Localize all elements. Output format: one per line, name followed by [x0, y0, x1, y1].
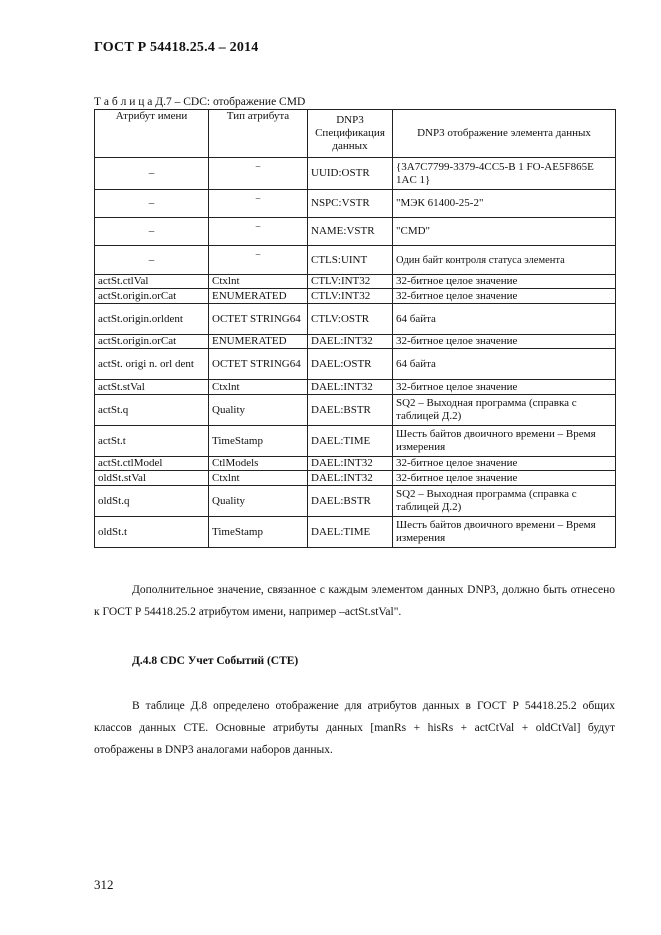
cell-dnp3-spec: DAEL:INT32	[308, 380, 393, 395]
dash-mark: –	[255, 221, 261, 231]
cell-dnp3-mapping: {3A7C7799-3379-4CC5-B 1 FO-AE5F865E 1AC 1}	[393, 158, 616, 190]
cell-attr-type: ENUMERATED	[209, 289, 308, 304]
cell-dnp3-mapping: 32-битное целое значение	[393, 457, 616, 471]
page-number: 312	[94, 877, 114, 892]
cell-dnp3-mapping: 32-битное целое значение	[393, 471, 616, 486]
cmd-mapping-table	[94, 109, 616, 548]
cell-attr-name: oldSt.stVal	[95, 471, 209, 486]
table-row	[95, 289, 616, 304]
cell-attr-type: OCTET STRING64	[209, 349, 308, 380]
cell-attr-name: actSt.origin.orldent	[95, 304, 209, 335]
section-title: Д.4.8 CDC Учет Событий (CTE)	[132, 655, 299, 667]
cell-attr-type: TimeStamp	[209, 517, 308, 548]
paragraph-text: Дополнительное значение, связанное с каждым элементом данных DNP3, должно быть отнесено к ГОСТ Р 54418.25.2 атрибутом имени, например –actSt.stVal".	[94, 584, 615, 618]
cell-attr-name: actSt.t	[95, 426, 209, 457]
cell-attr-type: TimeStamp	[209, 426, 308, 457]
table-caption: Т а б л и ц а Д.7 – CDC: отображение CMD	[94, 96, 306, 108]
paragraph-table-d8	[94, 695, 615, 761]
table-row	[95, 218, 616, 246]
cell-attr-name: –	[95, 190, 209, 218]
table-row	[95, 304, 616, 335]
paragraph-text: В таблице Д.8 определено отображение для атрибутов данных в ГОСТ Р 54418.25.2 общих классов данных CTE. Основные атрибуты данных [manRs + hisRs + actCtVal + oldCtVal] будут отображены в DNP3 аналогами наборов данных.	[94, 700, 615, 756]
cell-dnp3-spec: CTLV:INT32	[308, 275, 393, 289]
cell-attr-type	[209, 246, 308, 275]
cell-dnp3-mapping: 64 байта	[393, 349, 616, 380]
cell-attr-name: actSt.ctlModel	[95, 457, 209, 471]
cell-attr-name: oldSt.t	[95, 517, 209, 548]
table-row	[95, 246, 616, 275]
cell-dnp3-spec: DAEL:OSTR	[308, 349, 393, 380]
cell-dnp3-mapping: 32-битное целое значение	[393, 380, 616, 395]
cell-dnp3-mapping: Шесть байтов двоичного времени – Время измерения	[393, 426, 616, 457]
cell-dnp3-mapping: 32-битное целое значение	[393, 289, 616, 304]
cell-attr-name: –	[95, 246, 209, 275]
table-row	[95, 190, 616, 218]
table-row	[95, 158, 616, 190]
cell-dnp3-spec: DAEL:TIME	[308, 517, 393, 548]
column-header-dnp3-spec: DNP3 Спецификация данных	[308, 110, 393, 158]
table-row	[95, 335, 616, 349]
cell-attr-name: oldSt.q	[95, 486, 209, 517]
cell-dnp3-spec: DAEL:INT32	[308, 335, 393, 349]
table-row	[95, 486, 616, 517]
table-row	[95, 349, 616, 380]
cell-dnp3-spec: DAEL:BSTR	[308, 395, 393, 426]
cell-dnp3-mapping: Один байт контроля статуса элемента	[393, 246, 616, 275]
cell-attr-type: Quality	[209, 486, 308, 517]
cell-attr-type	[209, 190, 308, 218]
column-header-attr-type: Тип атрибута	[209, 110, 308, 158]
document-header: ГОСТ Р 54418.25.4 – 2014	[94, 40, 259, 55]
table-row	[95, 275, 616, 289]
cell-attr-name: actSt.stVal	[95, 380, 209, 395]
cell-dnp3-mapping: "МЭК 61400-25-2"	[393, 190, 616, 218]
cell-attr-name: actSt.origin.orCat	[95, 289, 209, 304]
cell-dnp3-spec: NAME:VSTR	[308, 218, 393, 246]
dash-mark: –	[255, 249, 261, 259]
dash-mark: –	[255, 161, 261, 171]
table-row	[95, 471, 616, 486]
cell-dnp3-spec: NSPC:VSTR	[308, 190, 393, 218]
cell-dnp3-mapping: 32-битное целое значение	[393, 335, 616, 349]
dash-mark: –	[255, 193, 261, 203]
cell-dnp3-spec: DAEL:INT32	[308, 471, 393, 486]
cell-attr-type	[209, 158, 308, 190]
cell-dnp3-mapping: 64 байта	[393, 304, 616, 335]
table-row	[95, 517, 616, 548]
cell-dnp3-spec: CTLS:UINT	[308, 246, 393, 275]
cell-attr-name: actSt. origi n. orl dent	[95, 349, 209, 380]
cell-dnp3-mapping: 32-битное целое значение	[393, 275, 616, 289]
cell-attr-name: –	[95, 158, 209, 190]
cell-attr-type: OCTET STRING64	[209, 304, 308, 335]
table-row	[95, 426, 616, 457]
cell-dnp3-spec: CTLV:OSTR	[308, 304, 393, 335]
cell-dnp3-mapping: "CMD"	[393, 218, 616, 246]
cell-attr-type	[209, 218, 308, 246]
cell-attr-name: actSt.ctlVal	[95, 275, 209, 289]
table-row	[95, 380, 616, 395]
column-header-dnp3-mapping: DNP3 отображение элемента данных	[393, 110, 616, 158]
cell-attr-name: –	[95, 218, 209, 246]
cell-dnp3-spec: DAEL:BSTR	[308, 486, 393, 517]
cell-attr-type: CtlModels	[209, 457, 308, 471]
cell-dnp3-spec: UUID:OSTR	[308, 158, 393, 190]
table-row	[95, 457, 616, 471]
cell-dnp3-spec: CTLV:INT32	[308, 289, 393, 304]
table-row	[95, 395, 616, 426]
cell-attr-type: Quality	[209, 395, 308, 426]
cell-dnp3-mapping: Шесть байтов двоичного времени – Время измерения	[393, 517, 616, 548]
paragraph-additional-value	[94, 579, 615, 623]
cell-attr-name: actSt.origin.orCat	[95, 335, 209, 349]
cell-attr-type: Ctxlnt	[209, 471, 308, 486]
cell-attr-type: Ctxlnt	[209, 380, 308, 395]
cell-attr-name: actSt.q	[95, 395, 209, 426]
cell-dnp3-mapping: SQ2 – Выходная программа (справка с таблицей Д.2)	[393, 486, 616, 517]
cell-dnp3-spec: DAEL:INT32	[308, 457, 393, 471]
cell-attr-type: ENUMERATED	[209, 335, 308, 349]
cell-dnp3-mapping: SQ2 – Выходная программа (справка с таблицей Д.2)	[393, 395, 616, 426]
cell-attr-type: Ctxlnt	[209, 275, 308, 289]
table-header-row	[95, 110, 616, 158]
cell-dnp3-spec: DAEL:TIME	[308, 426, 393, 457]
column-header-attr-name: Атрибут имени	[95, 110, 209, 158]
